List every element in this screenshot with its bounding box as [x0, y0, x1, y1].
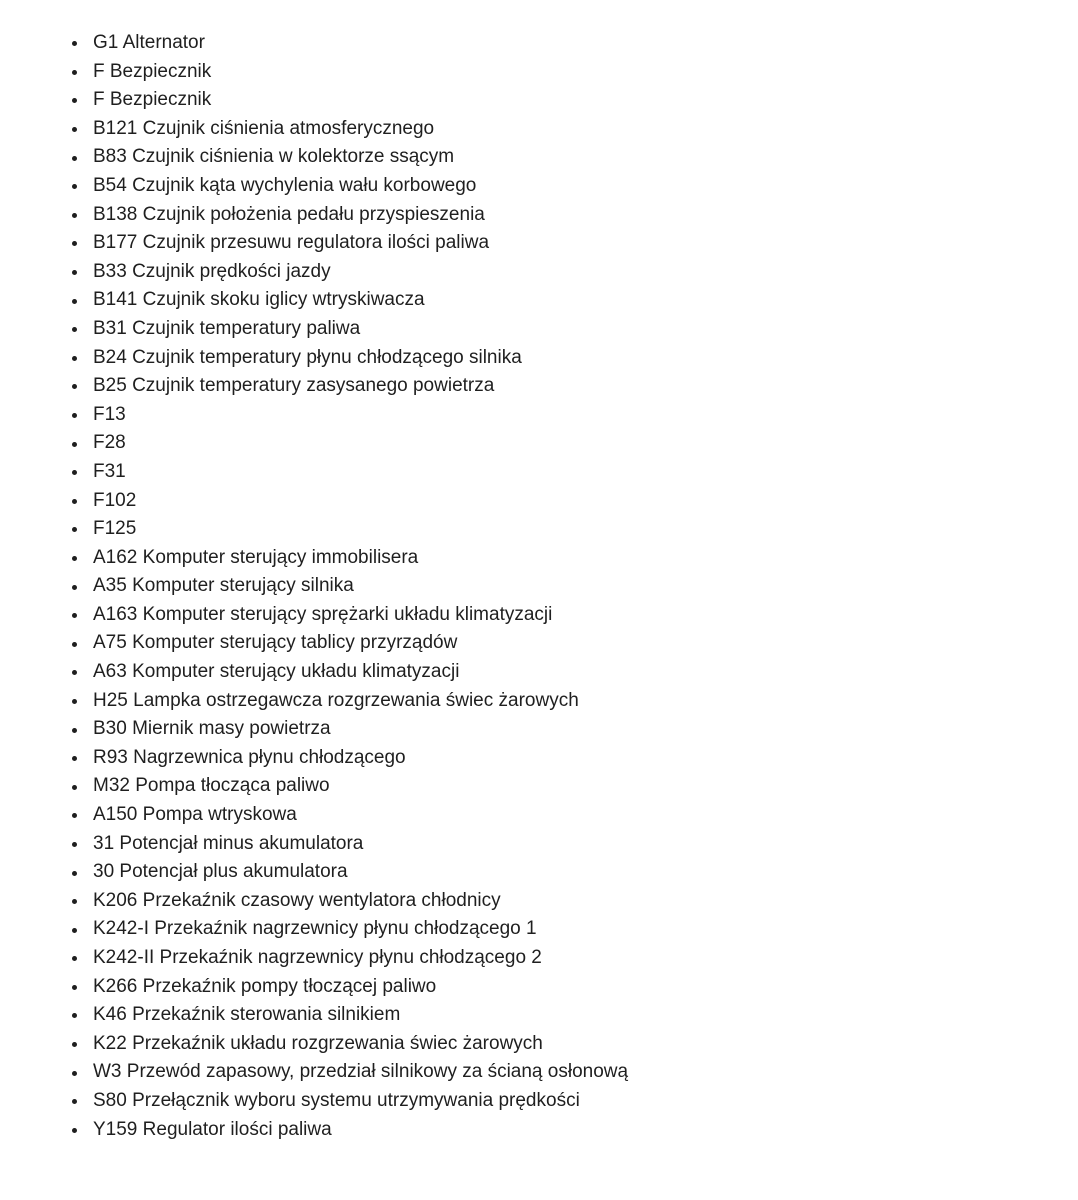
- list-item-label: K242-II Przekaźnik nagrzewnicy płynu chłodzącego 2: [93, 947, 542, 968]
- list-item-label: B141 Czujnik skoku iglicy wtryskiwacza: [93, 289, 425, 311]
- list-item-label: K206 Przekaźnik czasowy wentylatora chłodnicy: [93, 889, 501, 911]
- bullet-icon: [72, 1128, 77, 1133]
- list-item-label: G1 Alternator: [93, 32, 205, 53]
- list-item-label: B33 Czujnik prędkości jazdy: [93, 260, 331, 282]
- list-item: [72, 658, 628, 687]
- list-item: [72, 915, 628, 944]
- list-item-label: K46 Przekaźnik sterowania silnikiem: [93, 1004, 401, 1026]
- list-item: [72, 29, 628, 58]
- list-item-label: K242-I Przekaźnik nagrzewnicy płynu chłodzącego 1: [93, 918, 537, 940]
- list-item: [72, 801, 628, 830]
- bullet-icon: [72, 499, 77, 504]
- bullet-icon: [72, 613, 77, 618]
- bullet-icon: [72, 41, 77, 46]
- list-item-label: W3 Przewód zapasowy, przedział silnikowy za ścianą osłonową: [93, 1061, 629, 1083]
- list-item: [72, 858, 628, 887]
- bullet-icon: [72, 899, 77, 904]
- bullet-icon: [72, 184, 77, 189]
- bullet-icon: [72, 470, 77, 475]
- list-item-label: A35 Komputer sterujący silnika: [93, 575, 354, 597]
- list-item: [72, 258, 628, 287]
- bullet-icon: [72, 1013, 77, 1018]
- list-item-label: F28: [93, 432, 126, 454]
- bullet-icon: [72, 156, 77, 161]
- bullet-icon: [72, 642, 77, 647]
- bullet-icon: [72, 756, 77, 761]
- bullet-icon: [72, 327, 77, 332]
- list-item-label: K22 Przekaźnik układu rozgrzewania świec żarowych: [93, 1032, 543, 1054]
- list-item: [72, 429, 628, 458]
- bullet-icon: [72, 98, 77, 103]
- list-item: [72, 944, 628, 973]
- list-item-label: F125: [93, 518, 137, 540]
- bullet-icon: [72, 928, 77, 933]
- list-item-label: R93 Nagrzewnica płynu chłodzącego: [93, 746, 406, 768]
- list-item: [72, 973, 628, 1002]
- bullet-icon: [72, 813, 77, 818]
- bullet-icon: [72, 699, 77, 704]
- list-item: [72, 1030, 628, 1059]
- list-item: [72, 887, 628, 916]
- bullet-icon: [72, 985, 77, 990]
- bullet-icon: [72, 556, 77, 561]
- bullet-icon: [72, 413, 77, 418]
- bullet-icon: [72, 670, 77, 675]
- list-item: [72, 315, 628, 344]
- list-item-label: F13: [93, 403, 126, 425]
- list-item-label: B138 Czujnik położenia pedału przyspieszenia: [93, 203, 485, 225]
- list-item: [72, 1058, 628, 1087]
- bullet-icon: [72, 70, 77, 75]
- list-item: [72, 172, 628, 201]
- list-item-label: 31 Potencjał minus akumulatora: [93, 832, 364, 854]
- list-item-label: F102: [93, 489, 137, 511]
- list-item-label: F Bezpiecznik: [93, 60, 212, 82]
- list-item: [72, 629, 628, 658]
- list-item: [72, 715, 628, 744]
- list-item: [72, 229, 628, 258]
- bullet-icon: [72, 127, 77, 132]
- list-item: [72, 487, 628, 516]
- bullet-icon: [72, 384, 77, 389]
- list-item-label: H25 Lampka ostrzegawcza rozgrzewania świec żarowych: [93, 689, 579, 711]
- bullet-icon: [72, 213, 77, 218]
- list-item-label: F31: [93, 460, 126, 482]
- list-item-label: M32 Pompa tłocząca paliwo: [93, 775, 330, 797]
- list-item: [72, 372, 628, 401]
- list-item: [72, 344, 628, 373]
- list-item-label: S80 Przełącznik wyboru systemu utrzymywania prędkości: [93, 1089, 580, 1111]
- bullet-icon: [72, 270, 77, 275]
- list-item: [72, 744, 628, 773]
- list-item: [72, 58, 628, 87]
- bullet-icon: [72, 299, 77, 304]
- list-item: [72, 143, 628, 172]
- list-item: [72, 1001, 628, 1030]
- list-item: [72, 601, 628, 630]
- bullet-icon: [72, 527, 77, 532]
- list-item-label: B24 Czujnik temperatury płynu chłodzącego silnika: [93, 346, 522, 368]
- list-item-label: A63 Komputer sterujący układu klimatyzacji: [93, 661, 460, 683]
- list-item: [72, 1116, 628, 1145]
- bullet-icon: [72, 785, 77, 790]
- list-item-label: A163 Komputer sterujący sprężarki układu klimatyzacji: [93, 603, 553, 625]
- list-item-label: B121 Czujnik ciśnienia atmosferycznego: [93, 117, 435, 139]
- bullet-icon: [72, 728, 77, 733]
- list-item-label: 30 Potencjał plus akumulatora: [93, 861, 348, 883]
- bullet-icon: [72, 956, 77, 961]
- list-item-label: B83 Czujnik ciśnienia w kolektorze ssącym: [93, 146, 455, 168]
- list-item-label: B54 Czujnik kąta wychylenia wału korbowego: [93, 174, 477, 196]
- list-item-label: A162 Komputer sterujący immobilisera: [93, 546, 419, 568]
- list-item: [72, 515, 628, 544]
- list-item-label: A150 Pompa wtryskowa: [93, 804, 297, 826]
- list-item-label: A75 Komputer sterujący tablicy przyrządów: [93, 632, 458, 654]
- list-item-label: B177 Czujnik przesuwu regulatora ilości paliwa: [93, 232, 490, 254]
- list-item: [72, 115, 628, 144]
- list-item-label: B30 Miernik masy powietrza: [93, 718, 331, 740]
- bullet-icon: [72, 1099, 77, 1104]
- list-item: [72, 401, 628, 430]
- list-item: [72, 1087, 628, 1116]
- bullet-icon: [72, 1042, 77, 1047]
- list-item-label: B25 Czujnik temperatury zasysanego powietrza: [93, 375, 495, 397]
- bullet-icon: [72, 585, 77, 590]
- list-item: [72, 286, 628, 315]
- bullet-icon: [72, 1071, 77, 1076]
- list-item-label: Y159 Regulator ilości paliwa: [93, 1118, 332, 1140]
- list-item: [72, 544, 628, 573]
- bullet-icon: [72, 241, 77, 246]
- list-item-label: F Bezpiecznik: [93, 89, 212, 111]
- list-item: [72, 86, 628, 115]
- list-item: [72, 772, 628, 801]
- bullet-icon: [72, 356, 77, 361]
- list-item: [72, 687, 628, 716]
- list-item-label: B31 Czujnik temperatury paliwa: [93, 317, 361, 339]
- list-item: [72, 458, 628, 487]
- list-item: [72, 201, 628, 230]
- bullet-icon: [72, 842, 77, 847]
- list-item-label: K266 Przekaźnik pompy tłoczącej paliwo: [93, 975, 437, 997]
- list-item: [72, 572, 628, 601]
- bullet-icon: [72, 442, 77, 447]
- component-list: [72, 29, 628, 1144]
- list-item: [72, 830, 628, 859]
- bullet-icon: [72, 871, 77, 876]
